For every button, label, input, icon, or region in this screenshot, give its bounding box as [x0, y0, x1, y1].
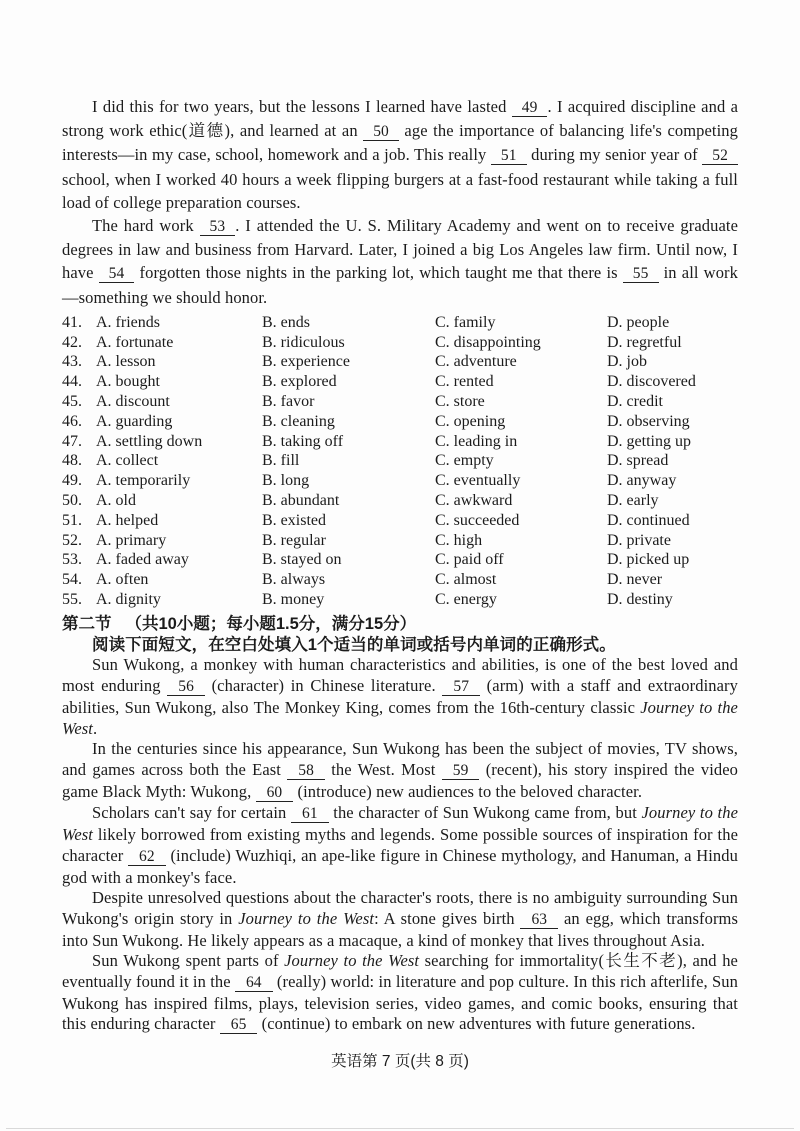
- option-row: [62, 590, 738, 610]
- question-number: 46.: [62, 412, 82, 430]
- blank-51: 51: [491, 147, 527, 165]
- option-row: [62, 570, 738, 590]
- blank-61: 61: [291, 805, 329, 823]
- option-d: D. observing: [607, 412, 690, 430]
- option-c: C. energy: [435, 590, 497, 608]
- option-a: A. fortunate: [96, 333, 174, 351]
- option-row: [62, 372, 738, 392]
- option-row: [62, 511, 738, 531]
- option-c: C. family: [435, 313, 496, 331]
- blank-65: 65: [220, 1016, 258, 1034]
- option-a: A. friends: [96, 313, 160, 331]
- option-d: D. regretful: [607, 333, 682, 351]
- question-number: 54.: [62, 571, 82, 589]
- option-row: [62, 313, 738, 333]
- option-c: C. disappointing: [435, 333, 541, 351]
- blank-56: 56: [167, 678, 205, 696]
- option-a: A. collect: [96, 452, 159, 470]
- option-a: A. bought: [96, 373, 160, 391]
- question-number: 42.: [62, 333, 82, 351]
- option-row: [62, 550, 738, 570]
- blank-57: 57: [442, 678, 480, 696]
- option-d: D. spread: [607, 452, 669, 470]
- option-row: [62, 471, 738, 491]
- section2-paragraphs: [62, 655, 738, 1036]
- option-b: B. abundant: [262, 492, 340, 509]
- option-d: D. destiny: [607, 590, 673, 608]
- option-b: B. money: [262, 590, 325, 608]
- section2-label: 第二节: [62, 614, 112, 633]
- option-a: A. settling down: [96, 432, 203, 450]
- grammar-fill-section: [62, 613, 738, 1036]
- option-b: B. fill: [262, 452, 300, 470]
- passage-paragraph: Despite unresolved questions about the character's roots, there is no ambiguity surrounding Sun Wukong's origin story in Journey to the West: A stone gives birth 63 an egg, which transforms into Sun Wukong. He likely appears as a macaque, a kind of monkey that lives throughout Asia.: [62, 888, 739, 950]
- blank-53: 53: [200, 218, 236, 236]
- option-a: A. primary: [96, 531, 167, 549]
- option-row: [62, 392, 738, 412]
- option-a: A. dignity: [96, 590, 161, 608]
- option-c: C. almost: [435, 571, 497, 589]
- option-row: [62, 352, 738, 372]
- option-row: [62, 432, 738, 452]
- option-d: D. private: [607, 531, 671, 549]
- question-number: 48.: [62, 452, 82, 470]
- option-d: D. people: [607, 313, 670, 331]
- option-row: [62, 531, 738, 551]
- blank-54: 54: [99, 265, 135, 283]
- option-d: D. credit: [607, 393, 663, 411]
- question-number: 43.: [62, 353, 82, 371]
- option-d: D. getting up: [607, 432, 691, 450]
- option-c: C. store: [435, 393, 485, 411]
- option-a: A. old: [96, 492, 136, 509]
- option-b: B. existed: [262, 511, 326, 529]
- blank-52: 52: [702, 147, 738, 165]
- option-b: B. regular: [262, 531, 326, 549]
- blank-59: 59: [442, 762, 480, 780]
- option-a: A. lesson: [96, 353, 156, 371]
- option-d: D. picked up: [607, 551, 690, 569]
- question-number: 50.: [62, 492, 82, 509]
- option-d: D. never: [607, 571, 663, 589]
- section2-title: [62, 613, 738, 635]
- option-b: B. always: [262, 571, 326, 589]
- question-number: 45.: [62, 393, 82, 411]
- passage-paragraph: Sun Wukong spent parts of Journey to the West searching for immortality(长生不老), and he eventually found it in the 64 (really) world: in literature and pop culture. In this rich afterlife, Sun Wukong has inspired films, plays, television series, video games, and comic books, ensuring that this enduring character 65 (continue) to embark on new adventures with future generations.: [62, 951, 739, 1034]
- options-rows: [62, 313, 738, 610]
- option-b: B. ridiculous: [262, 333, 345, 351]
- blank-63: 63: [520, 911, 558, 929]
- question-number: 49.: [62, 472, 82, 490]
- blank-49: 49: [512, 99, 548, 117]
- option-d: D. discovered: [607, 373, 696, 391]
- question-number: 52.: [62, 531, 82, 549]
- blank-50: 50: [363, 123, 399, 141]
- option-d: D. job: [607, 353, 647, 371]
- option-a: A. discount: [96, 393, 170, 411]
- option-c: C. awkward: [435, 492, 513, 509]
- option-a: A. helped: [96, 511, 159, 529]
- book-title: Journey to the West: [284, 951, 420, 971]
- option-row: [62, 412, 738, 432]
- option-c: C. succeeded: [435, 511, 520, 529]
- option-c: C. paid off: [435, 551, 504, 569]
- option-c: C. high: [435, 531, 483, 549]
- blank-58: 58: [287, 762, 325, 780]
- option-c: C. opening: [435, 412, 506, 430]
- passage-paragraph: Scholars can't say for certain 61 the character of Sun Wukong came from, but Journey to the West likely borrowed from existing myths and legends. Some possible sources of inspiration for the character 62 (include) Wuzhiqi, an ape-like figure in Chinese mythology, and Hanuman, a Hindu god with a monkey's face.: [62, 803, 739, 887]
- option-b: B. cleaning: [262, 412, 335, 430]
- passage-paragraph: Sun Wukong, a monkey with human characteristics and abilities, is one of the best loved and most enduring 56 (character) in Chinese literature. 57 (arm) with a staff and extraordinary abilities, Sun Wukong, also The Monkey King, comes from the 16th-century classic Journey to the West.: [62, 655, 739, 738]
- book-title: Journey to the West: [62, 697, 738, 738]
- option-c: C. leading in: [435, 432, 518, 450]
- cloze-passage: [62, 95, 738, 309]
- option-a: A. often: [96, 571, 149, 589]
- cloze-paragraphs: [62, 95, 738, 309]
- passage-paragraph: In the centuries since his appearance, Sun Wukong has been the subject of movies, TV shows, and games across both the East 58 the West. Most 59 (recent), his story inspired the video game Black Myth: Wukong, 60 (introduce) new audiences to the beloved character.: [62, 739, 739, 801]
- question-number: 53.: [62, 551, 82, 569]
- options-table: [62, 313, 738, 610]
- option-row: [62, 333, 738, 353]
- blank-60: 60: [256, 784, 294, 802]
- option-b: B. experience: [262, 353, 350, 371]
- option-c: C. empty: [435, 452, 494, 470]
- section2-score-info: （共10小题；每小题1.5分，满分15分）: [125, 614, 417, 633]
- option-row: [62, 491, 738, 511]
- cloze-paragraph: I did this for two years, but the lessons I learned have lasted 49 . I acquired discipline and a strong work ethic(道德), and learned at an 50 age the importance of balancing life's competing interests—in my case, school, homework and a job. This really 51 during my senior year of 52 school, when I worked 40 hours a week flipping burgers at a fast-food restaurant while taking a full load of college preparation courses.: [62, 97, 738, 212]
- question-number: 41.: [62, 313, 82, 331]
- option-d: D. early: [607, 492, 659, 509]
- option-b: B. stayed on: [262, 551, 342, 569]
- question-number: 44.: [62, 373, 82, 391]
- section2-instruction: 阅读下面短文，在空白处填入1个适当的单词或括号内单词的正确形式。: [92, 635, 616, 654]
- book-title: Journey to the West: [238, 908, 375, 928]
- option-row: [62, 451, 738, 471]
- option-a: A. guarding: [96, 412, 173, 430]
- option-c: C. adventure: [435, 353, 517, 371]
- option-c: C. eventually: [435, 472, 521, 490]
- question-number: 51.: [62, 511, 82, 529]
- question-number: 55.: [62, 590, 82, 608]
- book-title: Journey to the West: [62, 803, 739, 845]
- option-b: B. favor: [262, 393, 315, 411]
- option-a: A. faded away: [96, 551, 189, 569]
- blank-62: 62: [128, 848, 166, 866]
- page-footer: 英语第 7 页(共 8 页): [331, 1053, 469, 1071]
- blank-55: 55: [623, 265, 659, 283]
- question-number: 47.: [62, 432, 82, 450]
- option-a: A. temporarily: [96, 472, 191, 490]
- option-d: D. anyway: [607, 472, 677, 490]
- blank-64: 64: [235, 974, 273, 992]
- option-b: B. ends: [262, 313, 310, 331]
- option-b: B. long: [262, 472, 310, 490]
- option-d: D. continued: [607, 511, 690, 529]
- cloze-paragraph: The hard work 53 . I attended the U. S. Military Academy and went on to receive graduate degrees in law and business from Harvard. Later, I joined a big Los Angeles law firm. Until now, I have 54 forgotten those nights in the parking lot, which taught me that there is 55 in all work—something we should honor.: [62, 216, 739, 307]
- option-b: B. taking off: [262, 432, 344, 450]
- option-b: B. explored: [262, 373, 337, 391]
- option-c: C. rented: [435, 373, 494, 391]
